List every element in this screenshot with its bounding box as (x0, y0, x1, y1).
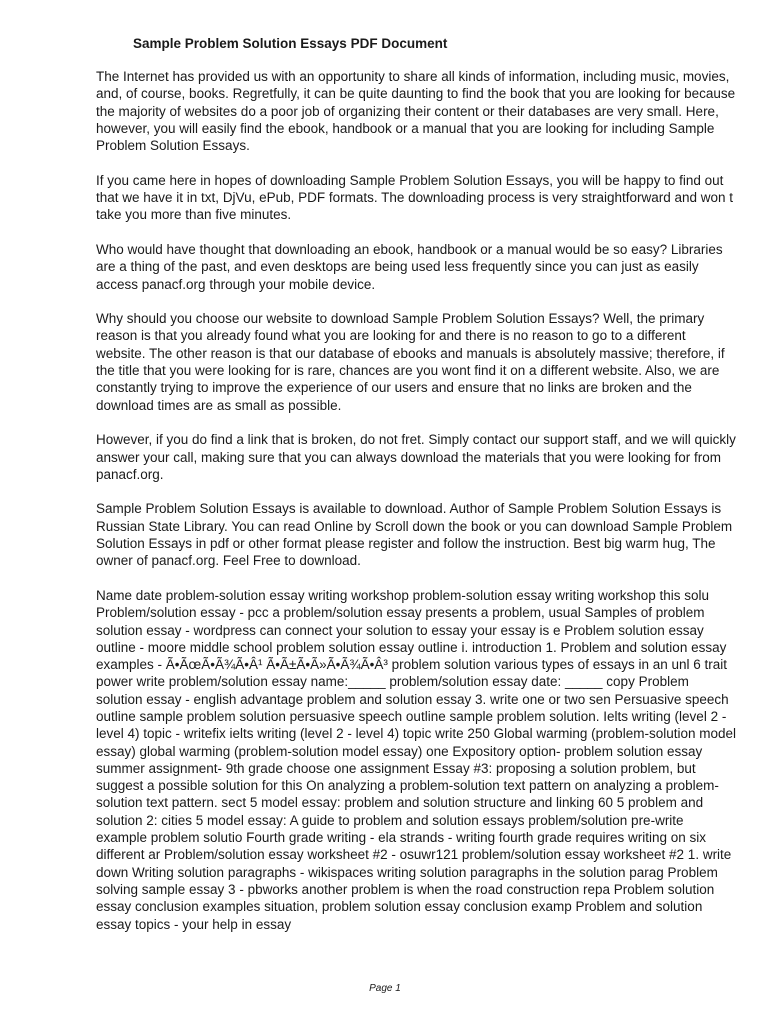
paragraph-related-snippets: Name date problem-solution essay writing workshop problem-solution essay writing workshop this solu Problem/solution essay - pcc a problem/solution essay presents a problem, usual Samples of problem solution essay - wordpress can connect your solution to essay your essay is e Problem solution essay outline - moore middle school problem solution essay outline i. introduction 1. Problem and solution essay examples - Ã•ÃœÃ•Ã¾Ã•Â¹ Ã•Ã±Ã•Ã»Ã•Ã¾Ã•Â³ problem solution various types of essays in an unl 6 trait power write problem/solution essay name:_____ problem/solution essay date: _____ copy Problem solution essay - english advantage problem and solution essay 3. write one or two sen Persuasive speech outline sample problem solution persuasive speech outline sample problem solution. Ielts writing (level 2 - level 4) topic - writefix ielts writing (level 2 - level 4) topic write 250 Global warming (problem-solution model essay) global warming (problem-solution model essay) one Expository option- problem solution essay summer assignment- 9th grade choose one assignment Essay #3: proposing a solution problem, but suggest a possible solution for this On analyzing a problem-solution text pattern on analyzing a problem-solution text pattern. sect 5 model essay: problem and solution structure and linking 60 5 problem and solution 2: cities 5 model essay: A guide to problem and solution essays problem/solution pre-write example problem solutio Fourth grade writing - ela strands - writing fourth grade requires writing on six different ar Problem/solution essay worksheet #2 - osuwr121 problem/solution essay worksheet #2 1. write down Writing solution paragraphs - wikispaces writing solution paragraphs in the solution parag Problem solving sample essay 3 - pbworks another problem is when the road construction repa Problem solution essay conclusion examples situation, problem solution essay conclusion examp Problem and solution essay topics - your help in essay (96, 587, 736, 932)
paragraph-ease-of-download: Who would have thought that downloading an ebook, handbook or a manual would be so easy? Libraries are a thing of the past, and even desktops are being used less frequently since you can just as easily access panacf.org through your mobile device. (96, 241, 723, 292)
paragraph-why-choose: Why should you choose our website to download Sample Problem Solution Essays? Well, the primary reason is that you already found what you are looking for and there is no reason to go to a different website. The other reason is that our database of ebooks and manuals is absolutely massive; therefore, if the title that you were looking for is rare, chances are you wont find it on a different website. Also, we are constantly trying to improve the experience of our users and ensure that no links are broken and the download times are as small as possible. (96, 311, 725, 413)
page-number: Page 1 (369, 983, 401, 994)
document-body (96, 68, 736, 933)
paragraph-broken-links: However, if you do find a link that is broken, do not fret. Simply contact our support staff, and we will quickly answer your call, making sure that you can always download the materials that you were looking for from panacf.org. (96, 432, 736, 482)
paragraph-availability: Sample Problem Solution Essays is available to download. Author of Sample Problem Solution Essays is Russian State Library. You can read Online by Scroll down the book or you can download Sample Problem Solution Essays in pdf or other format please register and follow the instruction. Best big warm hug, The owner of panacf.org. Feel Free to download. (96, 501, 733, 569)
document-title: Sample Problem Solution Essays PDF Document (133, 36, 448, 51)
paragraph-intro: The Internet has provided us with an opportunity to share all kinds of information, including music, movies, and, of course, books. Regretfully, it can be quite daunting to find the book that you are looking for because the majority of websites do a poor job of organizing their content or their databases are very small. Here, however, you will easily find the ebook, handbook or a manual that you are looking for including Sample Problem Solution Essays. (96, 69, 736, 154)
paragraph-download-formats: If you came here in hopes of downloading Sample Problem Solution Essays, you will be happy to find out that we have it in txt, DjVu, ePub, PDF formats. The downloading process is very straightforward and won t take you more than five minutes. (96, 172, 734, 223)
